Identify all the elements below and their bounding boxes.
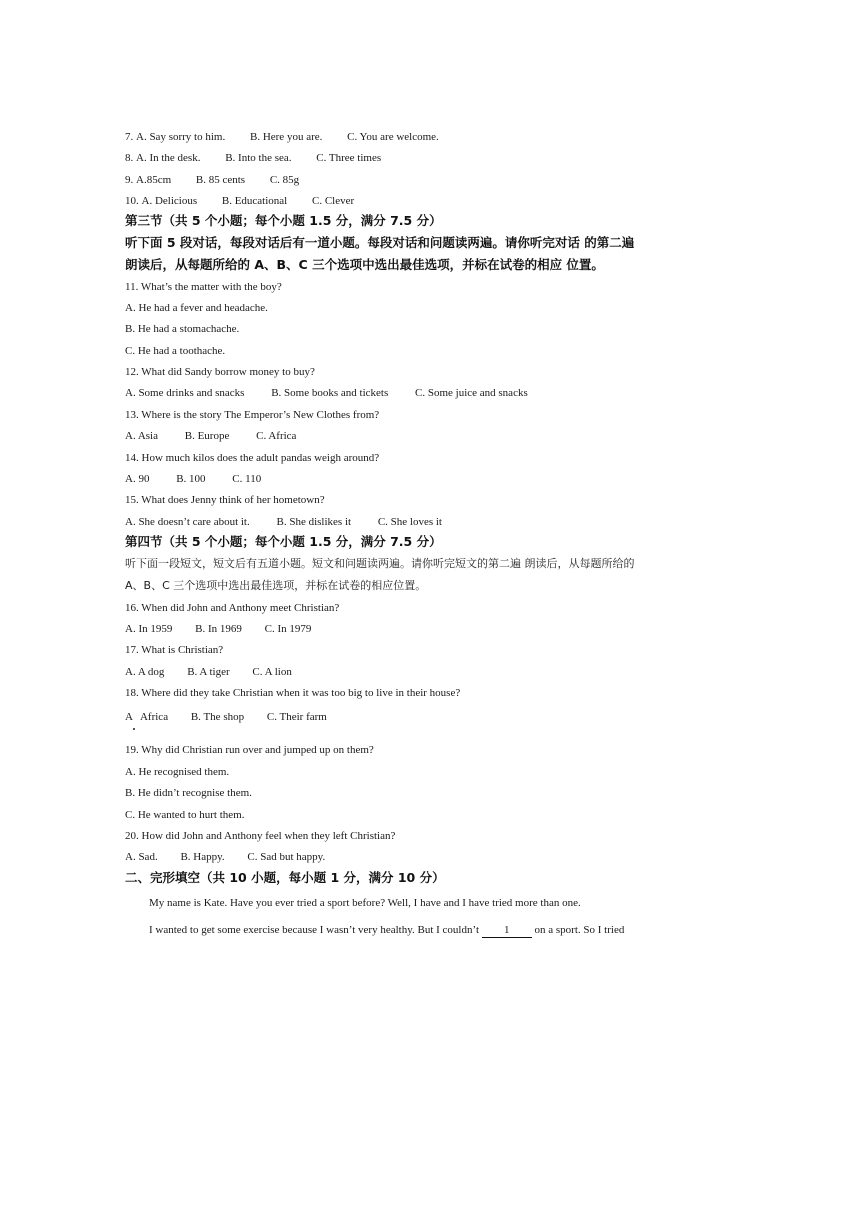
cloze-blank-1: 1 bbox=[482, 923, 532, 938]
option-b: B. Here you are. bbox=[249, 131, 323, 143]
section-3-instruction-line-2: 朗读后，从每题所给的 A、B、C 三个选项中选出最佳选项，并标在试卷的相应 位置。 bbox=[125, 257, 604, 272]
question-13-options bbox=[125, 429, 296, 443]
question-17-stem: 17. What is Christian? bbox=[125, 644, 224, 656]
option-b: B. Europe bbox=[184, 430, 230, 442]
option-a: A. Sad. bbox=[125, 851, 158, 863]
option-c: C. Africa bbox=[256, 430, 297, 442]
question-19-stem: 19. Why did Christian run over and jumped up on them? bbox=[125, 744, 374, 756]
question-10-options bbox=[125, 194, 354, 208]
option-b: B. Some books and tickets bbox=[271, 387, 389, 399]
option-c: C. Their farm bbox=[266, 711, 327, 723]
question-19-option-a: A. He recognised them. bbox=[125, 766, 230, 778]
question-11-option-c: C. He had a toothache. bbox=[125, 345, 226, 357]
question-12-stem: 12. What did Sandy borrow money to buy? bbox=[125, 366, 315, 378]
option-a: A.85cm bbox=[136, 174, 172, 186]
option-c: C. Clever bbox=[311, 195, 355, 207]
option-a: A Africa bbox=[125, 711, 169, 723]
option-c: C. Sad but happy. bbox=[247, 851, 326, 863]
option-a: A. Say sorry to him. bbox=[136, 131, 226, 143]
question-19-option-b: B. He didn’t recognise them. bbox=[125, 787, 252, 799]
question-7-options bbox=[125, 130, 439, 144]
section-4-heading: 第四节（共 5 个小题；每个小题 1.5 分，满分 7.5 分） bbox=[125, 534, 442, 549]
part-2-heading: 二、完形填空（共 10 小题，每小题 1 分，满分 10 分） bbox=[125, 870, 445, 885]
question-20-stem: 20. How did John and Anthony feel when they left Christian? bbox=[125, 830, 396, 842]
cloze-paragraph-2 bbox=[149, 923, 624, 938]
option-a: A. Asia bbox=[125, 430, 158, 442]
question-number: 9. bbox=[125, 174, 134, 186]
option-a: A. In 1959 bbox=[125, 623, 173, 635]
question-16-stem: 16. When did John and Anthony meet Christian? bbox=[125, 602, 340, 614]
question-13-stem: 13. Where is the story The Emperor’s New Clothes from? bbox=[125, 409, 380, 421]
question-number: 8. bbox=[125, 152, 134, 164]
option-b: B. She dislikes it bbox=[276, 516, 352, 528]
cloze-text-before-blank: I wanted to get some exercise because I wasn’t very healthy. But I couldn’t bbox=[149, 924, 482, 936]
option-c: C. 110 bbox=[232, 473, 262, 485]
option-b: B. A tiger bbox=[187, 666, 230, 678]
question-18-stem: 18. Where did they take Christian when it was too big to live in their house? bbox=[125, 687, 461, 699]
question-11-option-b: B. He had a stomachache. bbox=[125, 323, 240, 335]
question-12-options bbox=[125, 386, 528, 400]
question-14-options bbox=[125, 472, 261, 486]
option-c: C. You are welcome. bbox=[347, 131, 439, 143]
option-a: A. Some drinks and snacks bbox=[125, 387, 245, 399]
option-c: C. 85g bbox=[269, 174, 300, 186]
section-3-heading: 第三节（共 5 个小题；每个小题 1.5 分，满分 7.5 分） bbox=[125, 213, 442, 228]
question-9-options bbox=[125, 173, 299, 187]
question-11-option-a: A. He had a fever and headache. bbox=[125, 302, 268, 314]
question-15-stem: 15. What does Jenny think of her hometown? bbox=[125, 494, 325, 506]
question-19-option-c: C. He wanted to hurt them. bbox=[125, 809, 245, 821]
option-b: B. 85 cents bbox=[195, 174, 246, 186]
question-8-options bbox=[125, 151, 381, 165]
question-11-stem: 11. What’s the matter with the boy? bbox=[125, 281, 282, 293]
option-a: A. Delicious bbox=[141, 195, 198, 207]
question-17-options bbox=[125, 665, 292, 679]
question-number: 10. bbox=[125, 195, 139, 207]
scan-speck bbox=[133, 728, 135, 730]
question-20-options bbox=[125, 850, 325, 864]
section-3-instruction-line-1: 听下面 5 段对话，每段对话后有一道小题。每段对话和问题读两遍。请你听完对话 的第二遍 bbox=[125, 235, 635, 250]
option-c: C. Three times bbox=[316, 152, 382, 164]
option-a: A. 90 bbox=[125, 473, 150, 485]
question-number: 7. bbox=[125, 131, 134, 143]
option-a: A. A dog bbox=[125, 666, 165, 678]
question-15-options bbox=[125, 515, 442, 529]
section-4-instruction-line-1: 听下面一段短文，短文后有五道小题。短文和问题读两遍。请你听完短文的第二遍 朗读后，从每题所给的 bbox=[125, 557, 635, 570]
option-a: A. She doesn’t care about it. bbox=[125, 516, 250, 528]
question-16-options bbox=[125, 622, 311, 636]
option-b: B. Happy. bbox=[180, 851, 225, 863]
option-b: B. The shop bbox=[190, 711, 245, 723]
question-14-stem: 14. How much kilos does the adult pandas weigh around? bbox=[125, 452, 380, 464]
question-18-options bbox=[125, 710, 327, 724]
option-c: C. She loves it bbox=[377, 516, 442, 528]
cloze-text-after-blank: on a sport. So I tried bbox=[531, 924, 625, 936]
section-4-instruction-line-2: A、B、C 三个选项中选出最佳选项，并标在试卷的相应位置。 bbox=[125, 579, 427, 592]
option-b: B. In 1969 bbox=[195, 623, 242, 635]
option-a: A. In the desk. bbox=[136, 152, 201, 164]
option-c: C. A lion bbox=[252, 666, 292, 678]
option-b: B. Into the sea. bbox=[225, 152, 292, 164]
option-b: B. Educational bbox=[221, 195, 288, 207]
cloze-paragraph-1: My name is Kate. Have you ever tried a sport before? Well, I have and I have tried more than one. bbox=[149, 897, 581, 909]
option-b: B. 100 bbox=[176, 473, 206, 485]
option-c: C. In 1979 bbox=[264, 623, 312, 635]
option-c: C. Some juice and snacks bbox=[415, 387, 528, 399]
